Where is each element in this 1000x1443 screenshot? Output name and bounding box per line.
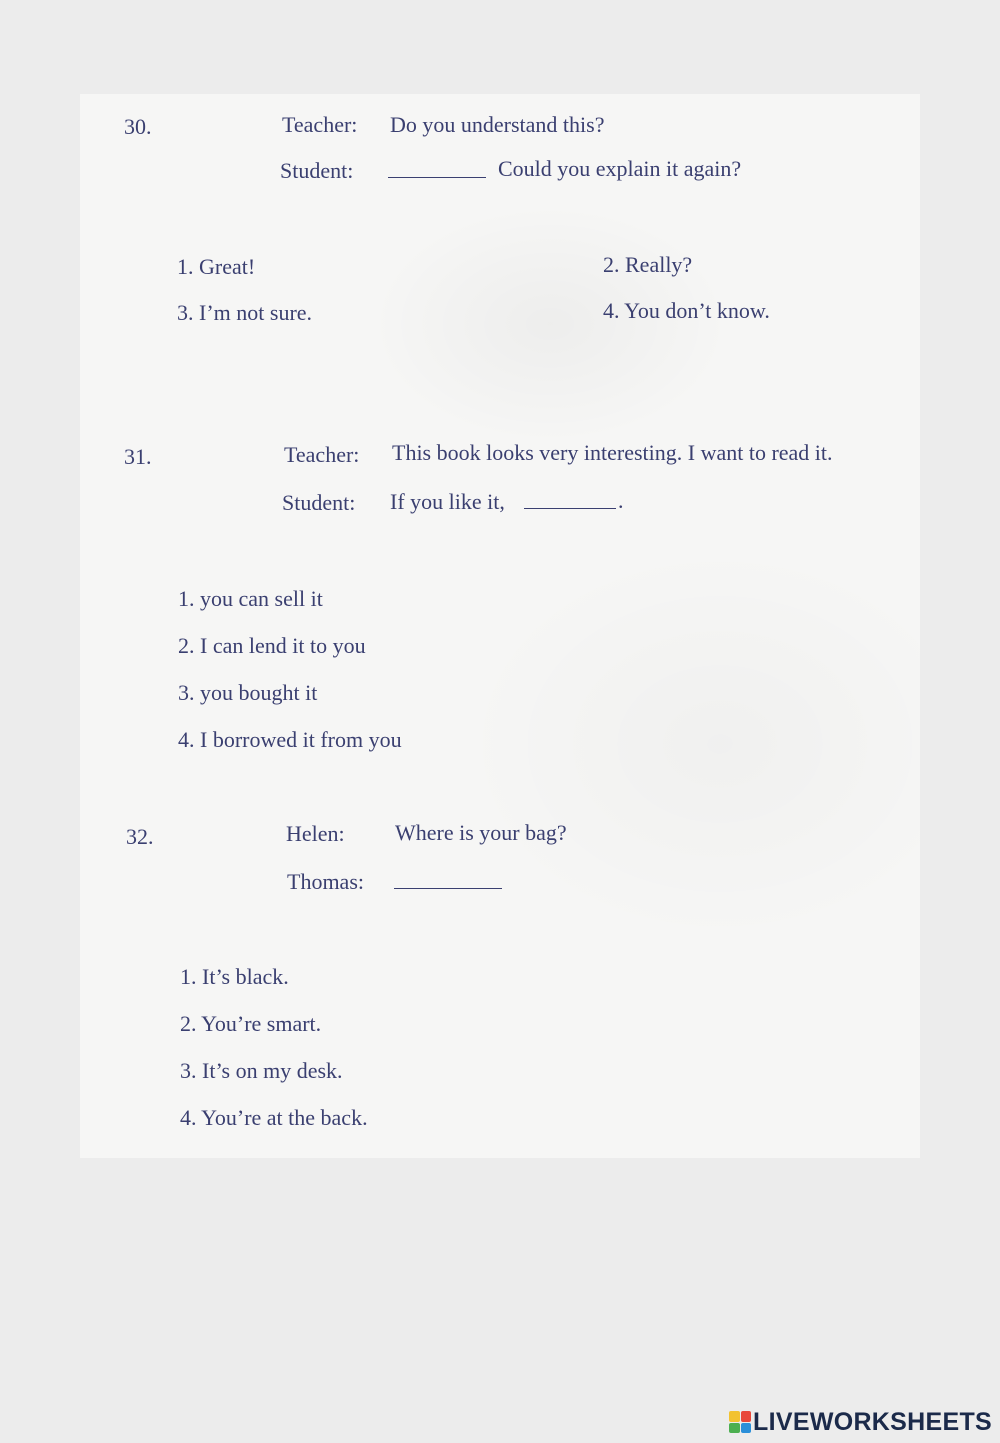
question-number: 32. [126, 824, 154, 849]
logo-square [729, 1411, 740, 1422]
answer-option: 3. I’m not sure. [177, 300, 313, 325]
logo-mark-icon [729, 1411, 751, 1433]
logo-square [741, 1411, 752, 1422]
answer-option: 4. You don’t know. [603, 298, 770, 323]
logo-text: LIVEWORKSHEETS [753, 1407, 992, 1436]
question-number: 31. [124, 444, 152, 469]
dialogue-line: . [618, 488, 624, 513]
logo-square [729, 1423, 740, 1434]
answer-option: 2. I can lend it to you [178, 633, 366, 658]
speaker-label: Student: [282, 490, 356, 515]
answer-blank[interactable] [524, 491, 616, 513]
answer-option: 3. you bought it [178, 680, 318, 705]
dialogue-line: This book looks very interesting. I want to read it. [392, 440, 833, 465]
logo-square [741, 1423, 752, 1434]
answer-option: 3. It’s on my desk. [180, 1058, 343, 1083]
speaker-label: Student: [280, 158, 354, 183]
speaker-label: Teacher: [284, 442, 360, 467]
liveworksheets-logo[interactable] [729, 1409, 992, 1435]
speaker-label: Thomas: [287, 869, 364, 894]
dialogue-line: Do you understand this? [390, 112, 605, 137]
dialogue-line: If you like it, [390, 489, 505, 514]
answer-option: 2. Really? [603, 252, 693, 277]
dialogue-line: Where is your bag? [395, 820, 567, 845]
dialogue-line: Could you explain it again? [498, 156, 742, 181]
answer-option: 1. It’s black. [180, 964, 289, 989]
speaker-label: Teacher: [282, 112, 358, 137]
answer-option: 1. you can sell it [178, 586, 323, 611]
answer-option: 1. Great! [177, 254, 256, 279]
answer-option: 4. You’re at the back. [180, 1105, 368, 1130]
scanned-worksheet [80, 94, 920, 1158]
answer-option: 4. I borrowed it from you [178, 727, 402, 752]
speaker-label: Helen: [286, 821, 345, 846]
question-number: 30. [124, 114, 152, 139]
answer-option: 2. You’re smart. [180, 1011, 322, 1036]
answer-blank[interactable] [388, 160, 486, 182]
answer-blank[interactable] [394, 871, 502, 893]
